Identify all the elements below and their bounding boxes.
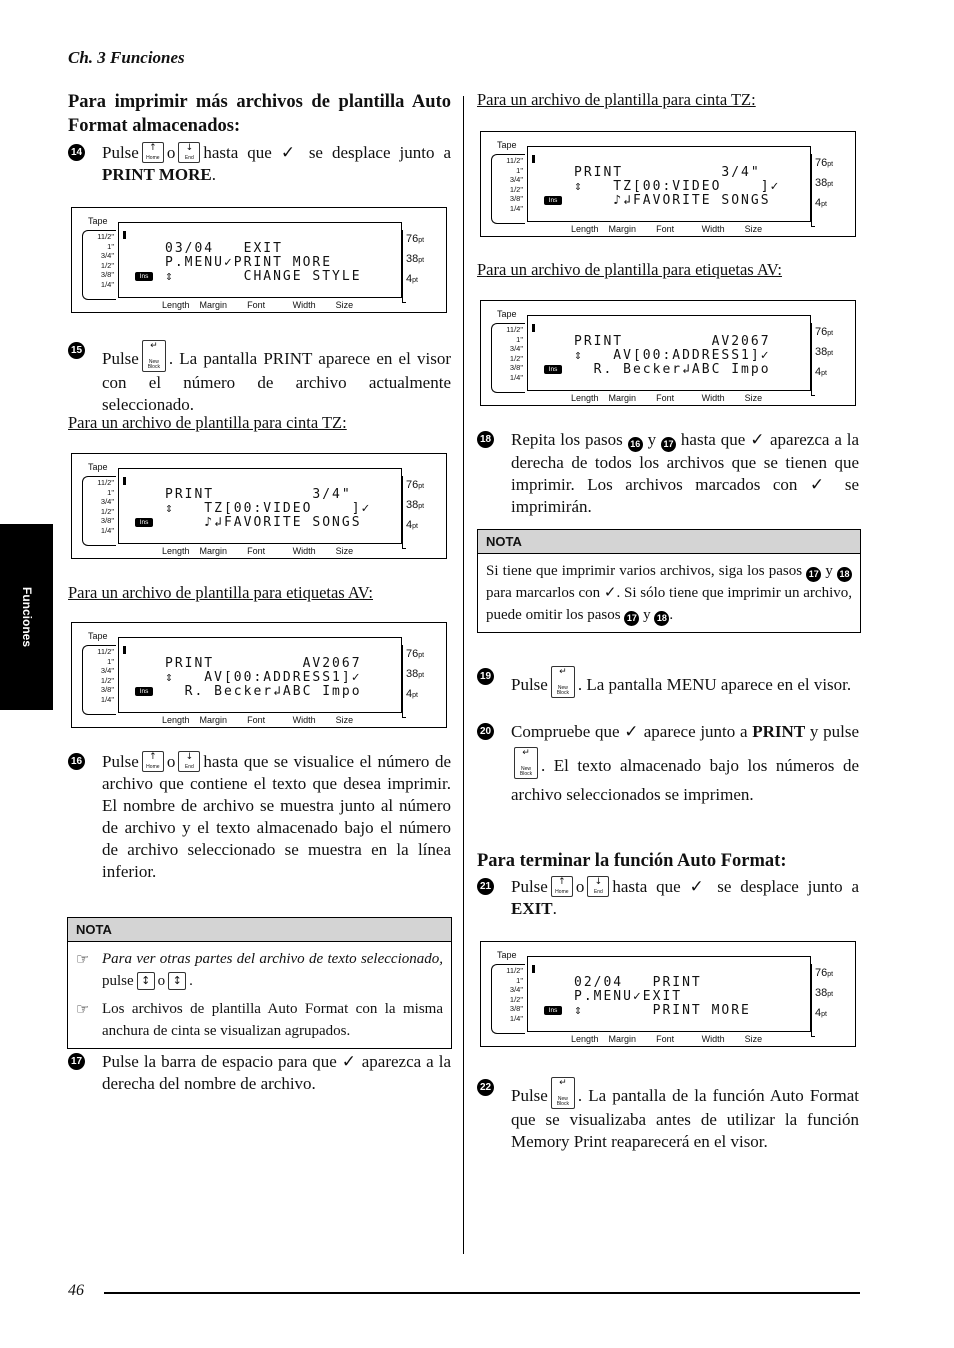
note-box: NOTA ☞ Para ver otras partes del archivo de texto seleccionado, pulse ↕ o ↕ . ☞ Los archivos de plantilla Auto Format con la misma anchura de cinta se visualizan agrupados. [67,917,452,1049]
home-key-icon: ↑ Home [142,142,164,163]
column-divider [463,96,464,1254]
step-22: 22 Pulse ↵ New Block . La pantalla de la función Auto Format que se visualizaba antes de utilizar la función Memory Print reaparecerá en el visor. [477,1077,859,1153]
cursor-icon [123,646,126,654]
step-14: 14 Pulse ↑ Home o ↓ End hasta que ✓ se desplace junto a PRINT MORE. [68,142,451,186]
new-block-key-icon: ↵ New Block [551,1077,575,1109]
section-heading: Para terminar la función Auto Format: [477,851,787,871]
lcd-display: Tape 11/2" 1" 3/4" 1/2" 3/8" 1/4" Ins 02/04 PRINT P.MENU✓EXIT ⇕ PRINT MORE 76pt 38pt 4pt Length Margin Font Width Size [480,941,856,1047]
cursor-icon [123,477,126,485]
footer-rule [104,1292,860,1294]
home-key-icon: ↑ Home [551,876,573,897]
note-box: NOTA Si tiene que imprimir varios archivos, siga los pasos 17 y 18 para marcarlos con ✓. Si sólo tiene que imprimir un archivo, puede omitir los pasos 17 y 18 . [477,529,861,633]
lcd-display: Tape 11/2" 1" 3/4" 1/2" 3/8" 1/4" Ins PRINT AV2067 ⇕ AV[00:ADDRESS1]✓ R. Becker↲ABC Impo 76pt 38pt 4pt Length Margin Font Width Size [71,622,447,728]
new-block-key-icon: ↵ New Block [551,666,575,698]
side-tab [0,524,53,710]
note-title: NOTA [68,918,451,942]
lcd-screen: Ins 03/04 EXIT P.MENU✓PRINT MORE ⇕ CHANGE STYLE [118,222,402,298]
step-15: 15 Pulse ↵ New Block . La pantalla PRINT aparece en el visor con el número de archivo actualmente seleccionado. [68,340,451,416]
chapter-title: Ch. 3 Funciones [68,48,185,67]
new-block-key-icon: ↵ New Block [142,340,166,372]
step-20: 20 Compruebe que ✓ aparece junto a PRINT y pulse ↵ New Block . El texto almacenado bajo los números de archivo seleccionados se imprimen. [477,717,859,810]
side-tab-label: Funciones [19,586,34,648]
lcd-display: Tape 11/2" 1" 3/4" 1/2" 3/8" 1/4" Ins PRINT AV2067 ⇕ AV[00:ADDRESS1]✓ R. Becker↲ABC Impo 76pt 38pt 4pt Length Margin Font Width Size [480,300,856,406]
label-tz: Para un archivo de plantilla para cinta TZ: [68,413,347,432]
pointing-hand-icon: ☞ [76,1000,90,1018]
step-17: 17 Pulse la barra de espacio para que ✓ aparezca a la derecha del nombre de archivo. [68,1051,451,1095]
step-21: 21 Pulse ↑ Home o ↓ End hasta que ✓ se desplace junto a EXIT. [477,876,859,920]
tape-size-scale: 11/2" 1" 3/4" 1/2" 3/8" 1/4" [82,230,116,300]
lcd-display: Tape 11/2" 1" 3/4" 1/2" 3/8" 1/4" Ins PRINT 3/4" ⇕ TZ[00:VIDEO ]✓ ♪↲FAVORITE SONGS 76pt 38pt 4pt Length Margin Font Width Size [480,131,856,237]
label-av: Para un archivo de plantilla para etiquetas AV: [477,260,783,279]
end-key-icon: ↓ End [178,142,200,163]
cursor-icon [532,155,535,163]
step-number: 14 [68,144,85,161]
cursor-icon [532,965,535,973]
arrow-up-key-icon: ↕ [137,972,155,990]
new-block-key-icon: ↵ New Block [514,747,538,779]
step-16: 16 Pulse ↑ Home o ↓ End hasta que se visualice el número de archivo que contiene el texto que desea imprimir. El nombre de archivo se muestra junto al número de archivo y el texto almacenado bajo el número de archivo seleccionado se muestra en la línea inferior. [68,751,451,883]
step-18: 18 Repita los pasos 16 y 17 hasta que ✓ aparezca a la derecha de todos los archivos que se tienen que imprimir. Los archivos marcados con ✓ se imprimirán. [477,429,859,518]
end-key-icon: ↓ End [587,876,609,897]
cursor-icon [123,231,126,239]
cursor-icon [532,324,535,332]
section-heading: Para imprimir más archivos de plantilla Auto Format almacenados: [68,92,451,136]
lcd-display: Tape 11/2" 1" 3/4" 1/2" 3/8" 1/4" Ins PRINT 3/4" ⇕ TZ[00:VIDEO ]✓ ♪↲FAVORITE SONGS 76pt 38pt 4pt Length Margin Font Width Size [71,453,447,559]
label-av: Para un archivo de plantilla para etiquetas AV: [68,583,374,602]
arrow-down-key-icon: ↕ [168,972,186,990]
home-key-icon: ↑ Home [142,751,164,772]
end-key-icon: ↓ End [178,751,200,772]
pointing-hand-icon: ☞ [76,950,90,968]
page-number: 46 [68,1282,84,1299]
label-tz: Para un archivo de plantilla para cinta TZ: [477,90,756,109]
step-19: 19 Pulse ↵ New Block . La pantalla MENU aparece en el visor. [477,666,859,698]
lcd-display: Tape 11/2" 1" 3/4" 1/2" 3/8" 1/4" Ins 03/04 EXIT P.MENU✓PRINT MORE ⇕ CHANGE STYLE 76pt 38pt 4pt Length Margin Font Width Size [71,207,447,313]
